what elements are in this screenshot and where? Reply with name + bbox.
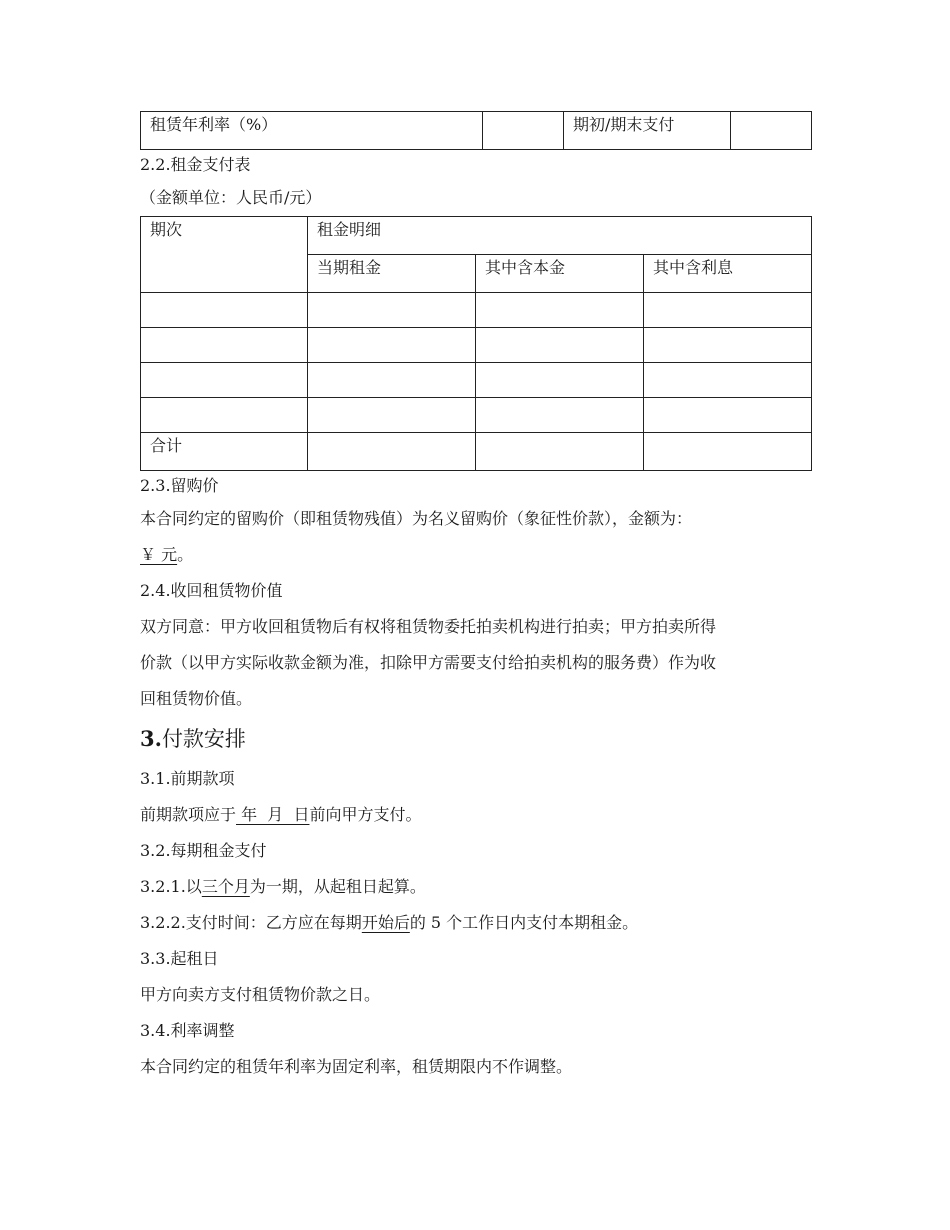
payment-date-field: 年 月 日 <box>236 805 310 824</box>
table-row <box>141 328 812 363</box>
table-cell[interactable] <box>476 433 644 471</box>
table-header-row <box>141 217 812 255</box>
table-cell[interactable] <box>644 363 812 398</box>
text-segment: 3.2.1.以 <box>140 877 202 896</box>
header-period: 期次 <box>141 217 308 293</box>
section-2-4-title: 2.4.收回租赁物价值 <box>140 581 283 600</box>
table-cell[interactable] <box>476 328 644 363</box>
section-3-1-title: 3.1.前期款项 <box>140 769 235 788</box>
section-2-3-text: 本合同约定的留购价（即租赁物残值）为名义留购价（象征性价款），金额为： <box>140 509 693 528</box>
section-3-4-text: 本合同约定的租赁年利率为固定利率，租赁期限内不作调整。 <box>140 1057 573 1076</box>
table-cell[interactable] <box>141 293 308 328</box>
table-cell[interactable] <box>141 398 308 433</box>
table-row <box>141 293 812 328</box>
text-segment: 前期款项应于 <box>140 805 237 824</box>
section-2-3-title: 2.3.留购价 <box>140 476 219 495</box>
table-cell[interactable] <box>476 293 644 328</box>
table-cell[interactable] <box>141 328 308 363</box>
table-total-row <box>141 433 812 471</box>
table-cell[interactable] <box>644 433 812 471</box>
section-3-3-text: 甲方向卖方支付租赁物价款之日。 <box>140 985 381 1004</box>
header-rent-detail: 租金明细 <box>308 217 812 255</box>
timing-value-cell[interactable] <box>731 112 812 150</box>
table-row <box>141 398 812 433</box>
table-cell[interactable] <box>644 293 812 328</box>
rate-label: 租赁年利率（%） <box>141 112 483 150</box>
table-cell[interactable] <box>476 363 644 398</box>
table-cell[interactable] <box>476 398 644 433</box>
table-cell[interactable] <box>644 398 812 433</box>
section-3-3-title: 3.3.起租日 <box>140 949 219 968</box>
table-cell[interactable] <box>308 433 476 471</box>
table-row <box>141 363 812 398</box>
section-3-2-1-text <box>140 869 811 905</box>
total-label: 合计 <box>141 433 308 471</box>
rate-table <box>140 111 812 150</box>
section-2-4-line3: 回租赁物价值。 <box>140 689 253 708</box>
section-2-4-line2: 价款（以甲方实际收款金额为准，扣除甲方需要支付给拍卖机构的服务费）作为收 <box>140 653 717 672</box>
section-3-1-text <box>140 797 811 833</box>
payment-timing-field: 开始后 <box>361 913 410 932</box>
section-3-2-title: 3.2.每期租金支付 <box>140 841 267 860</box>
table-cell[interactable] <box>308 293 476 328</box>
table-row <box>141 112 812 150</box>
residual-amount-field: ￥ 元 <box>140 545 178 564</box>
section-2-4-line1: 双方同意：甲方收回租赁物后有权将租赁物委托拍卖机构进行拍卖；甲方拍卖所得 <box>140 617 717 636</box>
rate-value-cell[interactable] <box>483 112 564 150</box>
section-3-number: 3. <box>140 726 162 751</box>
header-current-rent: 当期租金 <box>308 255 476 293</box>
table-cell[interactable] <box>141 363 308 398</box>
section-2-3-amount <box>140 537 811 573</box>
section-2-2-title: 2.2.租金支付表 <box>140 155 251 174</box>
header-principal: 其中含本金 <box>476 255 644 293</box>
timing-label: 期初/期末支付 <box>564 112 731 150</box>
table-cell[interactable] <box>308 363 476 398</box>
amount-unit-note: （金额单位：人民币/元） <box>140 188 322 207</box>
text-segment: 前向甲方支付。 <box>309 805 422 824</box>
text-segment: 的 5 个工作日内支付本期租金。 <box>409 913 639 932</box>
table-cell[interactable] <box>308 328 476 363</box>
table-cell[interactable] <box>644 328 812 363</box>
section-3-4-title: 3.4.利率调整 <box>140 1021 235 1040</box>
section-3-title: 付款安排 <box>161 727 246 751</box>
table-cell[interactable] <box>308 398 476 433</box>
period-length-field: 三个月 <box>201 877 250 896</box>
section-3-2-2-text <box>140 905 811 941</box>
rent-schedule-table <box>140 216 812 471</box>
document-page <box>140 111 811 1085</box>
section-3-heading <box>140 717 811 761</box>
header-interest: 其中含利息 <box>644 255 812 293</box>
text-segment: 为一期，从起租日起算。 <box>249 877 426 896</box>
punctuation: 。 <box>177 545 194 564</box>
text-segment: 3.2.2.支付时间：乙方应在每期 <box>140 913 362 932</box>
